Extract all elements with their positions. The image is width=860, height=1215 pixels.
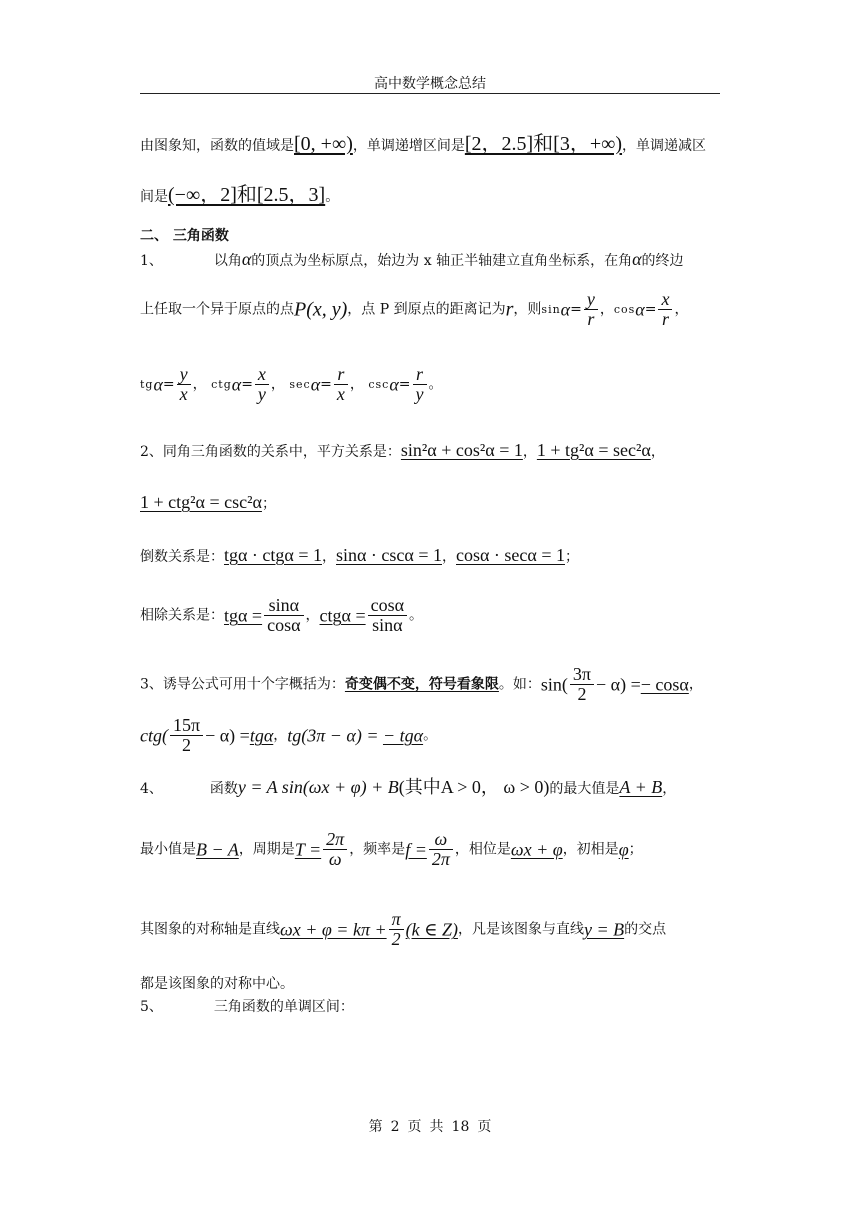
equals: = xyxy=(162,376,175,393)
equals: = xyxy=(320,376,332,393)
text: 3、诱导公式可用十个字概括为： xyxy=(140,676,345,693)
fraction-period xyxy=(323,830,347,869)
item4-line2 xyxy=(140,830,643,869)
sec-label: sec xyxy=(289,377,311,391)
equals: = xyxy=(398,376,411,393)
alpha-symbol: α xyxy=(635,299,645,320)
sin-label: sin xyxy=(541,302,561,316)
item1-line2 xyxy=(140,290,688,329)
r-symbol: r xyxy=(505,298,514,321)
reciprocal-cos-sec: cosα · secα = 1 xyxy=(456,545,565,565)
text: ，周期是 xyxy=(238,841,295,858)
text: ，点 P 到原点的距离记为 xyxy=(347,301,506,318)
item4-line1 xyxy=(140,778,676,796)
comma: ， xyxy=(305,607,320,624)
function-expression: y = A sin(ωx + φ) + B xyxy=(237,777,399,797)
denominator: 2 xyxy=(182,734,192,755)
footer-ye: 页 xyxy=(477,1119,492,1135)
numerator: 2π xyxy=(323,830,347,850)
fraction-sin-over-cos xyxy=(264,596,303,635)
comma: ， xyxy=(688,676,703,693)
text: ，凡是该图象与直线 xyxy=(457,921,584,938)
denominator: 2π xyxy=(431,848,450,869)
text: 。 xyxy=(325,189,340,205)
identity-sin-cos: sin²α + cos²α = 1 xyxy=(400,440,523,460)
alpha-symbol: α xyxy=(231,374,242,395)
value-range: [0, +∞) xyxy=(294,133,353,155)
item-number: 1、 xyxy=(140,253,163,269)
header-rule xyxy=(140,93,720,94)
comma: ， xyxy=(674,301,689,318)
denominator: ω xyxy=(328,848,342,869)
quotient-tg-lhs: tgα = xyxy=(224,605,263,626)
equals: = xyxy=(241,376,253,393)
comma: ， xyxy=(192,376,207,393)
text: 由图象知，函数的值域是 xyxy=(140,138,294,154)
text: 间是 xyxy=(140,189,168,205)
text: ，单调递增区间是 xyxy=(352,138,465,154)
cos-label: cos xyxy=(613,302,636,316)
numerator: 3π xyxy=(570,665,594,685)
text: ，相位是 xyxy=(454,841,511,858)
alpha-symbol: α xyxy=(560,299,571,320)
text: 函数 xyxy=(209,781,238,797)
text: 倒数关系是： xyxy=(140,549,224,565)
text: ，则 xyxy=(513,301,542,318)
item2-quotient xyxy=(140,596,423,635)
numerator: r xyxy=(334,365,348,385)
denominator: r xyxy=(661,308,669,329)
text: 2、同角三角函数的关系中，平方关系是： xyxy=(140,444,401,460)
period: 。 xyxy=(423,727,438,744)
paragraph-range xyxy=(140,134,706,154)
item3-line1 xyxy=(140,665,703,704)
numerator: cosα xyxy=(368,596,407,616)
text: 。如： xyxy=(498,676,541,693)
text: 的交点 xyxy=(624,921,667,938)
alpha-symbol: α xyxy=(632,249,642,269)
alpha-symbol: α xyxy=(389,374,399,395)
example-sin-answer: − cosα xyxy=(640,674,689,695)
example-ctg-answer: tgα xyxy=(249,725,274,746)
fraction-frequency xyxy=(429,830,453,869)
fraction-cos-over-sin xyxy=(368,596,407,635)
numerator: ω xyxy=(429,830,453,850)
comma: ， xyxy=(273,727,288,744)
text: 最小值是 xyxy=(140,841,196,858)
semicolon: ； xyxy=(261,496,276,512)
denominator: 2 xyxy=(391,928,401,949)
text: ，初相是 xyxy=(562,841,619,858)
fraction-y-over-r xyxy=(584,290,598,329)
induction-motto: 奇变偶不变，符号看象限 xyxy=(344,676,499,693)
text: 以角 xyxy=(213,253,242,269)
period-lhs: T = xyxy=(294,839,322,860)
identity-tg-sec: 1 + tg²α = sec²α xyxy=(536,440,651,460)
footer-ye: 页 xyxy=(407,1119,422,1135)
denominator: sinα xyxy=(372,614,403,635)
item4-line3 xyxy=(140,910,666,949)
comma: ， xyxy=(662,781,677,797)
numerator: y xyxy=(177,365,191,385)
item3-line2 xyxy=(140,716,437,755)
denominator: x xyxy=(179,383,188,404)
numerator: r xyxy=(413,365,427,385)
reciprocal-tg-ctg: tgα · ctgα = 1 xyxy=(224,545,322,565)
comma: ， xyxy=(322,549,336,565)
alpha-symbol: α xyxy=(241,249,252,269)
fraction-x-over-y xyxy=(255,365,269,404)
text: ，频率是 xyxy=(349,841,406,858)
comma: ， xyxy=(599,301,614,318)
phase-value: ωx + φ xyxy=(510,839,563,860)
text: 的终边 xyxy=(641,253,684,269)
comma: ， xyxy=(349,376,364,393)
alpha-symbol: α xyxy=(310,374,321,395)
csc-label: csc xyxy=(368,377,390,391)
text: 其图象的对称轴是直线 xyxy=(140,921,280,938)
example-sin-prefix: sin( xyxy=(540,674,568,695)
comma: ， xyxy=(442,549,456,565)
footer-gong: 共 xyxy=(429,1119,444,1135)
point-p: P(x, y) xyxy=(294,298,348,321)
tg-label: tg xyxy=(140,377,154,391)
item2-line2 xyxy=(140,493,276,511)
numerator: sinα xyxy=(264,596,303,616)
period: 。 xyxy=(428,376,443,393)
total-page-count: 18 xyxy=(451,1119,470,1135)
function-condition: (其中A > 0， ω > 0) xyxy=(398,777,550,797)
text: ，单调递减区 xyxy=(622,138,707,154)
fraction-r-over-x xyxy=(334,365,348,404)
item-number: 5、 xyxy=(140,999,163,1015)
symmetry-axis-rhs: (k ∈ Z) xyxy=(405,919,458,940)
quotient-ctg-lhs: ctgα = xyxy=(319,605,366,626)
item2-line1 xyxy=(140,441,665,459)
minimum-value: B − A xyxy=(196,839,239,860)
denominator: r xyxy=(587,308,595,329)
denominator: cosα xyxy=(267,614,301,635)
example-ctg-prefix: ctg( xyxy=(140,725,168,746)
numerator: x xyxy=(255,365,269,385)
text: 三角函数的单调区间： xyxy=(213,999,354,1015)
denominator: 2 xyxy=(577,683,587,704)
identity-ctg-csc: 1 + ctg²α = csc²α xyxy=(140,492,262,512)
maximum-value: A + B xyxy=(619,777,663,797)
equals: = xyxy=(570,301,582,318)
numerator: π xyxy=(389,910,404,930)
item1-line1 xyxy=(140,250,684,268)
ctg-label: ctg xyxy=(211,377,232,391)
equals: = xyxy=(644,301,657,318)
example-ctg-suffix: − α) = xyxy=(205,725,250,746)
example-tg: tg(3π − α) = xyxy=(287,725,379,746)
period: 。 xyxy=(409,607,424,624)
denominator: x xyxy=(336,383,345,404)
increasing-interval: [2，2.5]和[3，+∞) xyxy=(464,133,623,155)
denominator: y xyxy=(257,383,266,404)
reciprocal-sin-csc: sinα · cscα = 1 xyxy=(336,545,442,565)
fraction-pi-over-2 xyxy=(389,910,404,949)
page-footer xyxy=(0,1116,860,1136)
comma: ， xyxy=(522,444,537,460)
decreasing-interval: (−∞，2]和[2.5，3] xyxy=(168,184,326,206)
paragraph-decreasing xyxy=(140,185,339,205)
fraction-y-over-x xyxy=(177,365,191,404)
section-title: 二、 三角函数 xyxy=(140,228,229,244)
text: 上任取一个异于原点的点 xyxy=(140,301,294,318)
fraction-x-over-r xyxy=(658,290,672,329)
semicolon: ； xyxy=(628,841,643,858)
denominator: y xyxy=(415,383,424,404)
example-sin-suffix: − α) = xyxy=(596,674,641,695)
text: 的最大值是 xyxy=(549,781,620,797)
frequency-lhs: f = xyxy=(405,839,427,860)
initial-phase-value: φ xyxy=(618,839,629,860)
text: 的顶点为坐标原点，始边为 x 轴正半轴建立直角坐标系，在角 xyxy=(251,253,633,269)
comma: ， xyxy=(650,444,665,460)
alpha-symbol: α xyxy=(153,374,163,395)
footer-di: 第 xyxy=(368,1119,383,1135)
line-y-equals-b: y = B xyxy=(583,919,625,940)
current-page-number: 2 xyxy=(390,1119,400,1135)
text: 相除关系是： xyxy=(140,607,224,624)
fraction-3pi-over-2 xyxy=(570,665,594,704)
semicolon: ； xyxy=(564,549,579,565)
item5-line xyxy=(140,1000,354,1014)
numerator: 15π xyxy=(170,716,203,736)
item1-line3 xyxy=(140,365,443,404)
fraction-r-over-y xyxy=(413,365,427,404)
numerator: y xyxy=(584,290,598,310)
fraction-15pi-over-2 xyxy=(170,716,203,755)
page-header-title: 高中数学概念总结 xyxy=(374,76,486,92)
item2-reciprocal xyxy=(140,546,579,564)
example-tg-answer: − tgα xyxy=(382,725,424,746)
symmetry-axis-lhs: ωx + φ = kπ + xyxy=(280,919,387,940)
numerator: x xyxy=(658,290,672,310)
item4-line4: 都是该图象的对称中心。 xyxy=(140,976,294,992)
comma: ， xyxy=(270,376,285,393)
item-number: 4、 xyxy=(140,781,163,797)
